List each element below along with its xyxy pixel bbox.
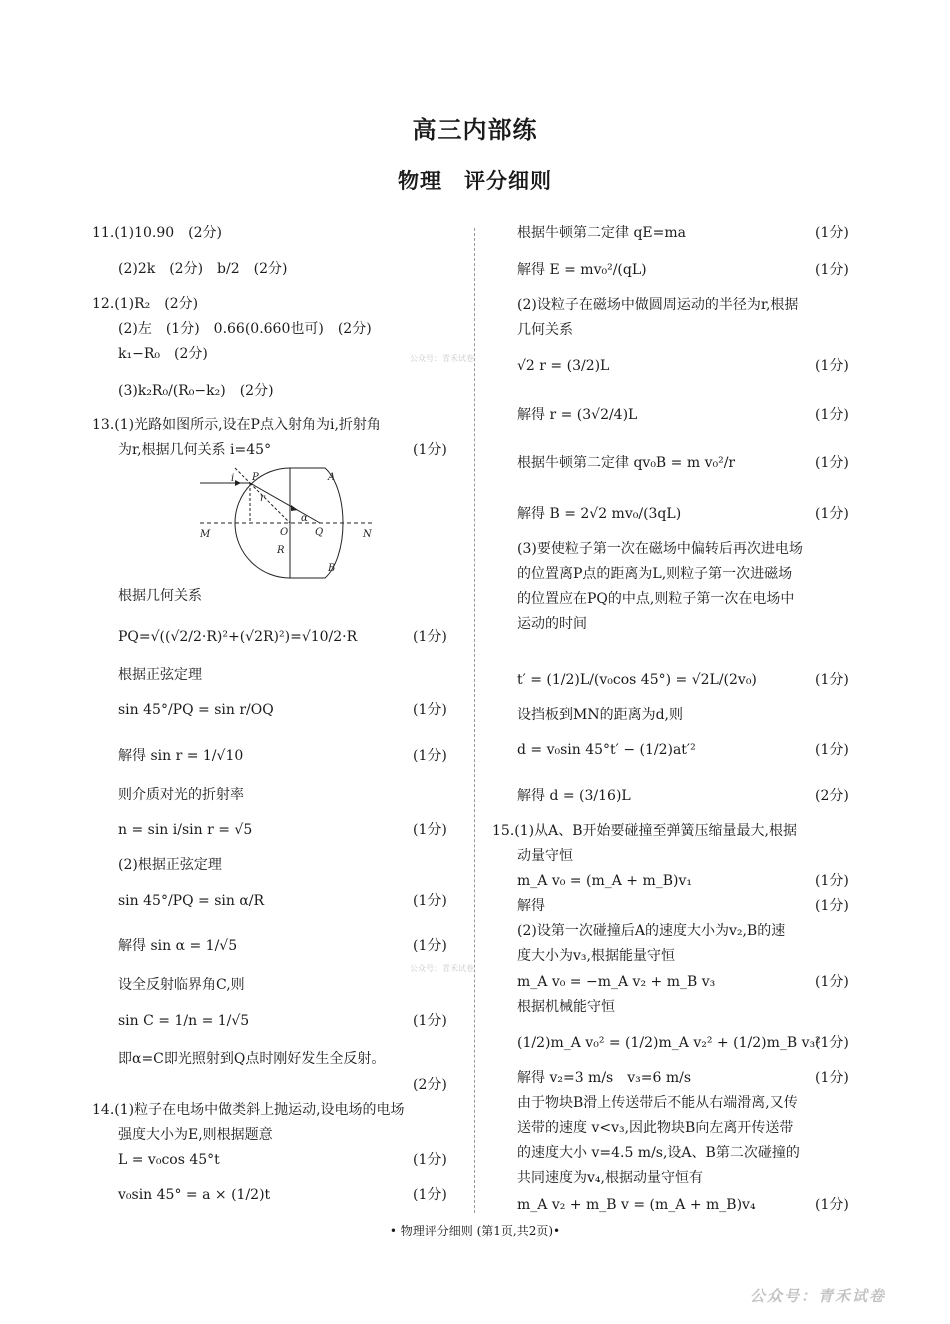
answer-line: 为r,根据几何关系 i=45° (118, 442, 272, 458)
score-points: (1分) (815, 1070, 849, 1086)
formula-line: 解得 sin α = 1/√5 (118, 938, 238, 954)
score-points: (1分) (815, 506, 849, 522)
answer-line: 14.(1)粒子在电场中做类斜上抛运动,设电场的电场 (92, 1102, 405, 1118)
score-points: (1分) (815, 225, 849, 241)
label-q: Q (315, 527, 324, 538)
answer-line: 13.(1)光路如图所示,设在P点入射角为i,折射角 (92, 417, 381, 433)
answer-line: 根据牛顿第二定律 qE=ma (517, 225, 686, 241)
label-o: O (280, 527, 289, 538)
column-divider (474, 228, 475, 1213)
formula-line: m_A v₀ = (m_A + m_B)v₁ (517, 873, 693, 889)
formula-line: sin 45°/PQ = sin α/R (118, 893, 265, 909)
formula-line: 解得 v₂=3 m/s v₃=6 m/s (517, 1070, 692, 1086)
label-m: M (200, 529, 211, 540)
score-points: (1分) (815, 358, 849, 374)
score-points: (1分) (413, 629, 447, 645)
formula-line: m_A v₀ = −m_A v₂ + m_B v₃ (517, 974, 716, 990)
answer-line: 设全反射临界角C,则 (118, 977, 245, 993)
label-alpha: α (301, 513, 308, 524)
page-footer: • 物理评分细则 (第1页,共2页)• (389, 1224, 561, 1238)
score-points: (1分) (413, 702, 447, 718)
formula-line: sin 45°/PQ = sin r/OQ (118, 702, 274, 718)
answer-line: 运动的时间 (517, 616, 587, 632)
answer-line: 11.(1)10.90 (2分) (92, 225, 223, 241)
answer-line: 动量守恒 (517, 848, 573, 864)
watermark-small: 公众号：青禾试卷 (410, 964, 474, 973)
answer-line: 根据几何关系 (118, 588, 202, 604)
answer-line: 送带的速度 v<v₃,因此物块B向左离开传送带 (517, 1120, 794, 1136)
score-points: (1分) (815, 455, 849, 471)
label-i: i (231, 473, 235, 484)
score-points: (1分) (815, 262, 849, 278)
answer-line: 的位置离P点的距离为L,则粒子第一次进磁场 (517, 566, 793, 582)
answer-line: (2)根据正弦定理 (118, 857, 222, 873)
formula-line: n = sin i/sin r = √5 (118, 822, 253, 838)
label-r-angle: r (260, 493, 265, 504)
formula-line: v₀sin 45° = a × (1/2)t (118, 1187, 271, 1203)
answer-line: (2)设第一次碰撞后A的速度大小为v₂,B的速 (517, 923, 786, 939)
formula-line: m_A v₂ + m_B v = (m_A + m_B)v₄ (517, 1197, 756, 1213)
answer-line: (2)设粒子在磁场中做圆周运动的半径为r,根据 (517, 297, 799, 313)
formula-line: sin C = 1/n = 1/√5 (118, 1013, 250, 1029)
score-points: (1分) (413, 1187, 447, 1203)
label-r-radius: R (277, 545, 285, 556)
formula-line: (1/2)m_A v₀² = (1/2)m_A v₂² + (1/2)m_B v₃² (517, 1035, 821, 1051)
label-a: A (328, 472, 336, 483)
score-points: (1分) (413, 1152, 447, 1168)
answer-line: (2)2k (2分) b/2 (2分) (118, 261, 288, 277)
formula-line: PQ=√((√2/2·R)²+(√2R)²)=√10/2·R (118, 629, 358, 645)
score-points: (2分) (815, 788, 849, 804)
page-subtitle: 物理 评分细则 (398, 169, 552, 193)
score-points: (1分) (815, 672, 849, 688)
answer-line: 度大小为v₃,根据能量守恒 (517, 948, 675, 964)
score-points: (1分) (413, 822, 447, 838)
answer-line: 即α=C即光照射到Q点时刚好发生全反射。 (118, 1051, 386, 1067)
score-points: (1分) (413, 748, 447, 764)
score-points: (1分) (815, 1035, 849, 1051)
answer-line: 设挡板到MN的距离为d,则 (517, 707, 683, 723)
answer-line: 根据机械能守恒 (517, 999, 615, 1015)
answer-line: 强度大小为E,则根据题意 (118, 1127, 273, 1143)
formula-line: t′ = (1/2)L/(v₀cos 45°) = √2L/(2v₀) (517, 672, 757, 688)
answer-line: (3)要使粒子第一次在磁场中偏转后再次进电场 (517, 541, 803, 557)
formula-line: d = v₀sin 45°t′ − (1/2)at′² (517, 742, 696, 758)
answer-line: 解得 (517, 898, 545, 914)
answer-line: 几何关系 (517, 322, 573, 338)
answer-line: 由于物块B滑上传送带后不能从右端滑离,又传 (517, 1095, 798, 1111)
answer-line: 共同速度为v₄,根据动量守恒有 (517, 1170, 703, 1186)
page-title: 高三内部练 (412, 116, 538, 144)
score-points: (1分) (413, 442, 447, 458)
label-p: P (252, 472, 259, 483)
score-points: (1分) (815, 873, 849, 889)
score-points: (1分) (413, 893, 447, 909)
formula-line: 解得 sin r = 1/√10 (118, 748, 244, 764)
answer-line: (3)k₂R₀/(R₀−k₂) (2分) (118, 383, 274, 399)
answer-line: 12.(1)R₂ (2分) (92, 296, 199, 312)
score-points: (1分) (815, 974, 849, 990)
answer-line: (2)左 (1分) 0.66(0.660也可) (2分) (118, 321, 372, 337)
answer-line: 的位置应在PQ的中点,则粒子第一次在电场中 (517, 591, 795, 607)
answer-line: k₁−R₀ (2分) (118, 346, 208, 362)
label-n: N (363, 529, 372, 540)
answer-line: 则介质对光的折射率 (118, 787, 244, 803)
formula-line: 解得 d = (3/16)L (517, 788, 631, 804)
score-points: (1分) (413, 938, 447, 954)
answer-line: 的速度大小 v=4.5 m/s,设A、B第二次碰撞的 (517, 1145, 800, 1161)
formula-line: √2 r = (3/2)L (517, 358, 610, 374)
answer-line: 根据正弦定理 (118, 667, 202, 683)
watermark-large: 公众号：青禾试卷 (750, 1287, 887, 1305)
formula-line: 根据牛顿第二定律 qv₀B = m v₀²/r (517, 455, 736, 471)
watermark-small: 公众号：青禾试卷 (410, 354, 474, 363)
score-points: (2分) (413, 1077, 447, 1093)
label-b: B (328, 563, 336, 574)
formula-line: 解得 r = (3√2/4)L (517, 407, 638, 423)
score-points: (1分) (815, 407, 849, 423)
score-points: (1分) (815, 1197, 849, 1213)
optics-diagram (195, 463, 385, 583)
score-points: (1分) (815, 742, 849, 758)
score-points: (1分) (413, 1013, 447, 1029)
formula-line: L = v₀cos 45°t (118, 1152, 220, 1168)
formula-line: 解得 E = mv₀²/(qL) (517, 262, 647, 278)
answer-line: 15.(1)从A、B开始要碰撞至弹簧压缩量最大,根据 (492, 823, 797, 839)
formula-line: 解得 B = 2√2 mv₀/(3qL) (517, 506, 682, 522)
score-points: (1分) (815, 898, 849, 914)
